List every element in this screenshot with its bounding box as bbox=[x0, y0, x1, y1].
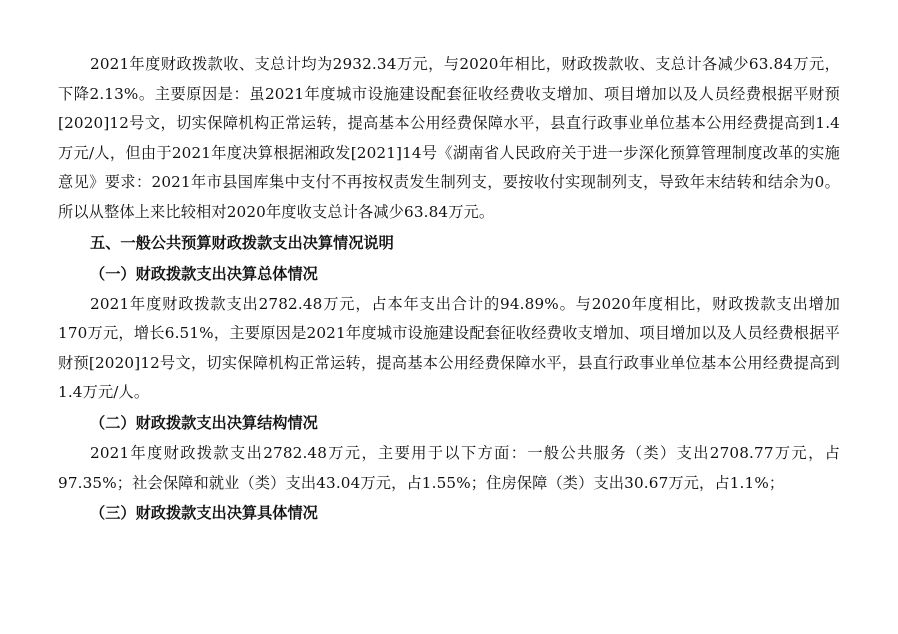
subsection-one-heading: （一）财政拨款支出决算总体情况 bbox=[90, 264, 318, 283]
subsection-three-heading: （三）财政拨款支出决算具体情况 bbox=[90, 504, 318, 523]
paragraph-subsection-two: 2021年度财政拨款支出2782.48万元，主要用于以下方面：一般公共服务（类）支出2708.77万元，占97.35%；社会保障和就业（类）支出43.04万元，占1.55%；住房保障（类）支出30.67万元，占1.1%； bbox=[58, 443, 840, 492]
paragraph-intro: 2021年度财政拨款收、支总计均为2932.34万元，与2020年相比，财政拨款收、支总计各减少63.84万元，下降2.13%。主要原因是：虽2021年度城市设施建设配套征收经费收支增加、项目增加以及人员经费根据平财预[2020]12号文，切实保障机构正常运转，提高基本公用经费保障水平，县直行政事业单位基本公用经费提高到1.4万元/人，但由于2021年度决算根据湘政发[2021]14号《湖南省人民政府关于进一步深化预算管理制度改革的实施意见》要求：2021年市县国库集中支付不再按权责发生制列支，要按收付实现制列支，导致年末结转和结余为0。所以从整体上来比较相对2020年度收支总计各减少63.84万元。 bbox=[58, 55, 840, 221]
paragraph-subsection-one: 2021年度财政拨款支出2782.48万元，占本年支出合计的94.89%。与2020年度相比，财政拨款支出增加170万元，增长6.51%，主要原因是2021年度城市设施建设配套征收经费收支增加、项目增加以及人员经费根据平财预[2020]12号文，切实保障机构正常运转，提高基本公用经费保障水平，县直行政事业单位基本公用经费提高到1.4万元/人。 bbox=[58, 294, 840, 402]
section-five-heading: 五、一般公共预算财政拨款支出决算情况说明 bbox=[90, 233, 394, 252]
subsection-two-heading: （二）财政拨款支出决算结构情况 bbox=[90, 413, 318, 432]
